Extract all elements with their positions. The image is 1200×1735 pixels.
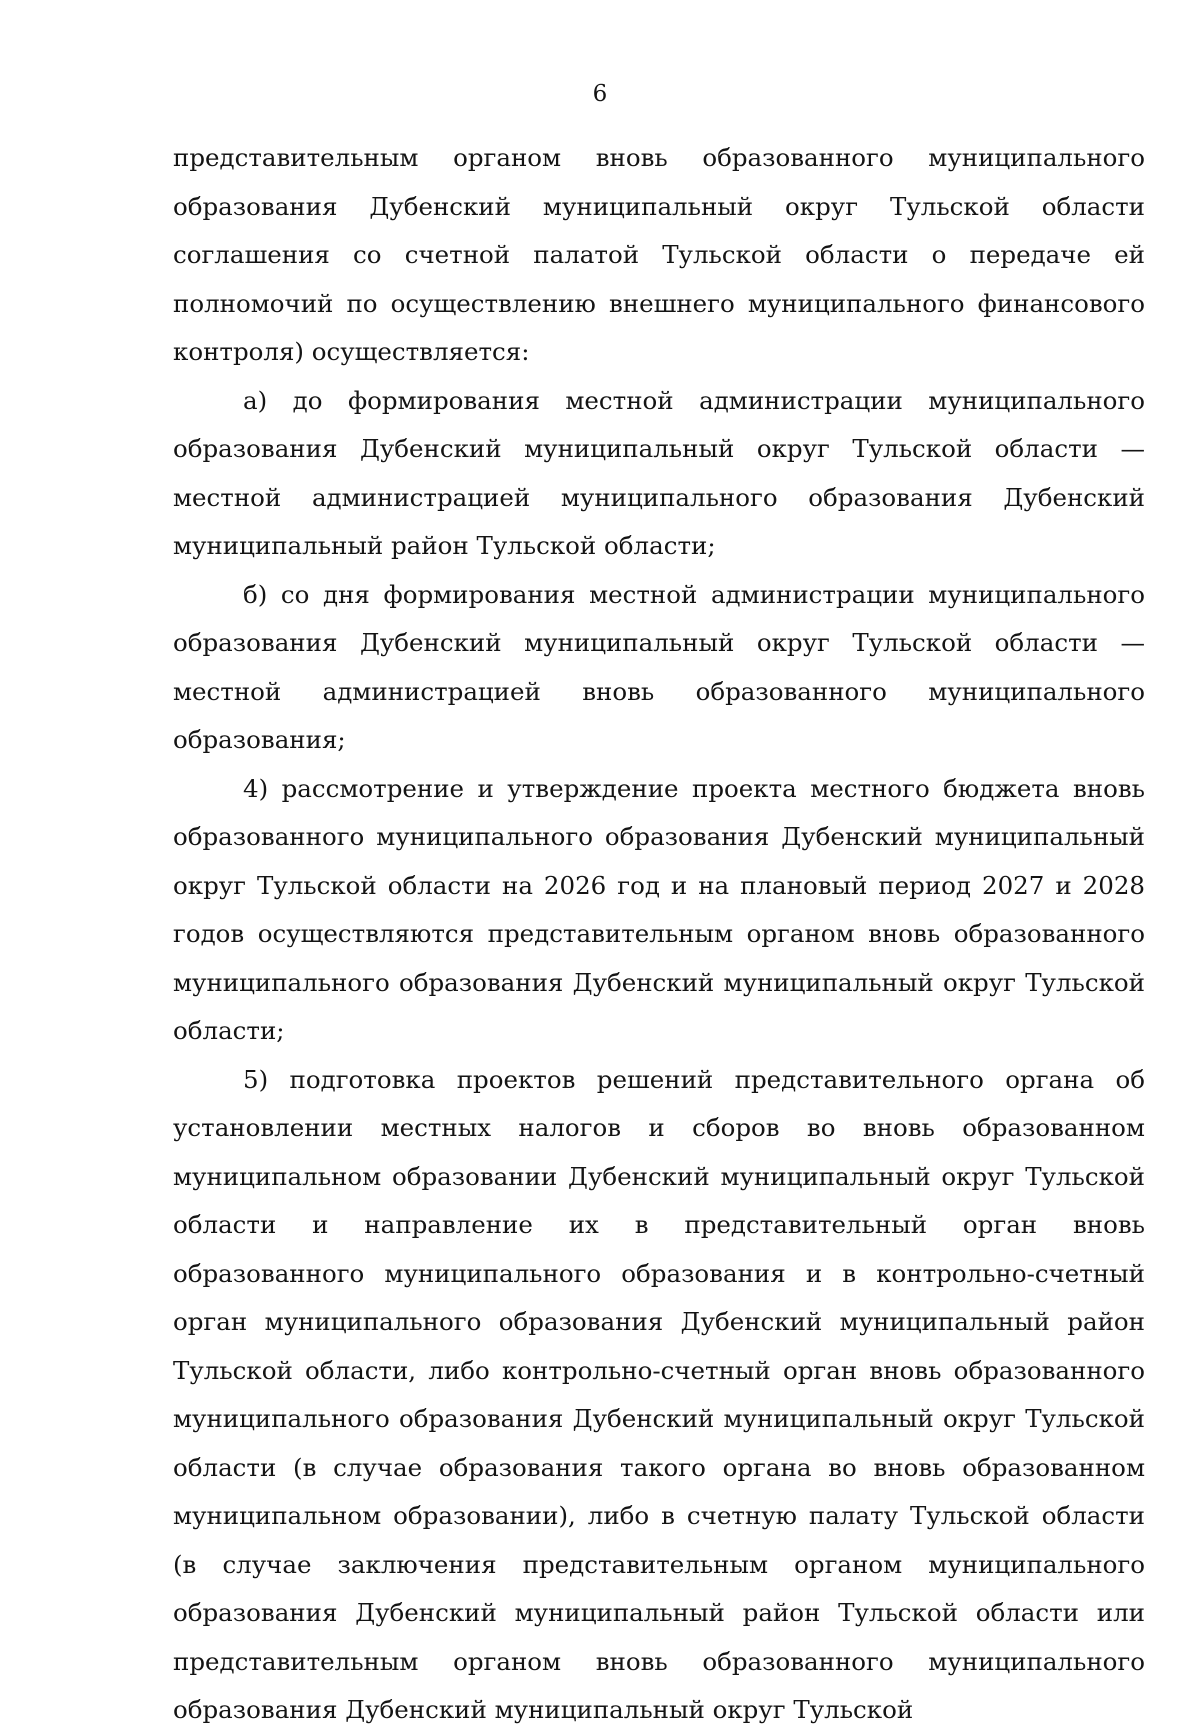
paragraph-item-5: 5) подготовка проектов решений представительного органа об установлении местных налогов и сборов во вновь образованном муниципальном образовании Дубенский муниципальный округ Тульской области и направление их в представительный орган вновь образованного муниципального образования и в контрольно-счетный орган муниципального образования Дубенский муниципальный район Тульской области, либо контрольно-счетный орган вновь образованного муниципального образования Дубенский муниципальный округ Тульской области (в случае образования такого органа во вновь образованном муниципальном образовании), либо в счетную палату Тульской области (в случае заключения представительным органом муниципального образования Дубенский муниципальный район Тульской области или представительным органом вновь образованного муниципального образования Дубенский муниципальный округ Тульской [173, 1064, 1145, 1724]
paragraph-item-a: а) до формирования местной администрации муниципального образования Дубенский муниципальный округ Тульской области — местной администрацией муниципального образования Дубенский муниципальный район Тульской области; [173, 385, 1145, 560]
paragraph-item-4: 4) рассмотрение и утверждение проекта местного бюджета вновь образованного муниципального образования Дубенский муниципальный округ Тульской области на 2026 год и на плановый период 2027 и 2028 годов осуществляются представительным органом вновь образованного муниципального образования Дубенский муниципальный округ Тульской области; [173, 773, 1145, 1045]
page-number: 6 [592, 81, 608, 107]
paragraph-item-b: б) со дня формирования местной администрации муниципального образования Дубенский муниципальный округ Тульской области — местной администрацией вновь образованного муниципального образования; [173, 579, 1145, 754]
document-body [173, 134, 1145, 1735]
paragraph-continuation: представительным органом вновь образованного муниципального образования Дубенский муниципальный округ Тульской области соглашения со счетной палатой Тульской области о передаче ей полномочий по осуществлению внешнего муниципального финансового контроля) осуществляется: [173, 143, 1145, 366]
